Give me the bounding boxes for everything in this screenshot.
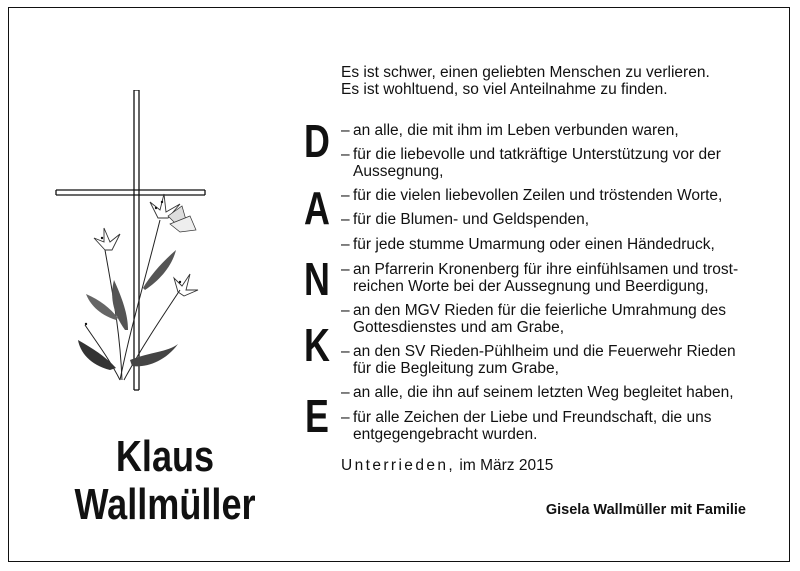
danke-letter-d: D <box>304 115 330 167</box>
signature: Gisela Wallmüller mit Familie <box>545 502 746 518</box>
danke-letter-e: E <box>305 390 329 442</box>
deceased-first-name: Klaus <box>115 432 215 481</box>
thanks-text: für alle Zeichen der Liebe und Freundschaft, die uns <box>353 409 712 426</box>
dash: – <box>341 122 350 139</box>
thanks-item <box>341 187 722 204</box>
danke-letter-a: A <box>304 182 330 234</box>
intro-line: Es ist wohltuend, so viel Anteilnahme zu finden. <box>341 81 668 98</box>
thanks-text: an alle, die mit ihm im Leben verbunden waren, <box>353 122 679 139</box>
thanks-text: für die Blumen- und Geldspenden, <box>353 211 590 228</box>
thanks-item <box>341 343 736 377</box>
thanks-text: Aussegnung, <box>353 163 444 180</box>
thanks-text: entgegengebracht wurden. <box>353 426 538 443</box>
thanks-text: für die vielen liebevollen Zeilen und tröstenden Worte, <box>353 187 723 204</box>
place: Unterrieden, <box>341 457 456 474</box>
intro-line: Es ist schwer, einen geliebten Menschen zu verlieren. <box>341 64 710 81</box>
dash: – <box>341 211 350 228</box>
cross-with-lilies-icon <box>50 90 210 410</box>
thanks-text: an den MGV Rieden für die feierliche Umrahmung des <box>353 302 727 319</box>
thanks-text: für die liebevolle und tatkräftige Unterstützung vor der <box>353 146 721 163</box>
thanks-item <box>341 302 726 336</box>
dash: – <box>341 146 350 163</box>
dash: – <box>341 409 350 426</box>
dash: – <box>341 302 350 319</box>
dash: – <box>341 236 350 253</box>
dash: – <box>341 384 350 401</box>
thanks-text: für die Begleitung zum Grabe, <box>353 360 559 377</box>
thanks-text: an den SV Rieden-Pühlheim und die Feuerwehr Rieden <box>353 343 736 360</box>
thanks-item <box>341 261 738 295</box>
thanks-item <box>341 211 589 228</box>
dash: – <box>341 187 350 204</box>
thanks-text: reichen Worte bei der Aussegnung und Beerdigung, <box>353 278 709 295</box>
thanks-item <box>341 236 715 253</box>
thanks-text: an Pfarrerin Kronenberg für ihre einfühlsamen und trost- <box>353 261 739 278</box>
thanks-item <box>341 122 679 139</box>
thanks-item <box>341 409 711 443</box>
thanks-text: an alle, die ihn auf seinem letzten Weg begleitet haben, <box>353 384 734 401</box>
dash: – <box>341 261 350 278</box>
dash: – <box>341 343 350 360</box>
intro-text <box>341 64 710 98</box>
thanks-text: für jede stumme Umarmung oder einen Händedruck, <box>353 236 715 253</box>
thanks-item <box>341 384 734 401</box>
danke-letter-k: K <box>304 319 330 371</box>
thanks-item <box>341 146 721 180</box>
place-date <box>341 457 553 475</box>
deceased-last-name: Wallmüller <box>74 480 256 529</box>
thanks-text: Gottesdienstes und am Grabe, <box>353 319 565 336</box>
date: im März 2015 <box>459 457 554 474</box>
danke-letter-n: N <box>304 253 330 305</box>
